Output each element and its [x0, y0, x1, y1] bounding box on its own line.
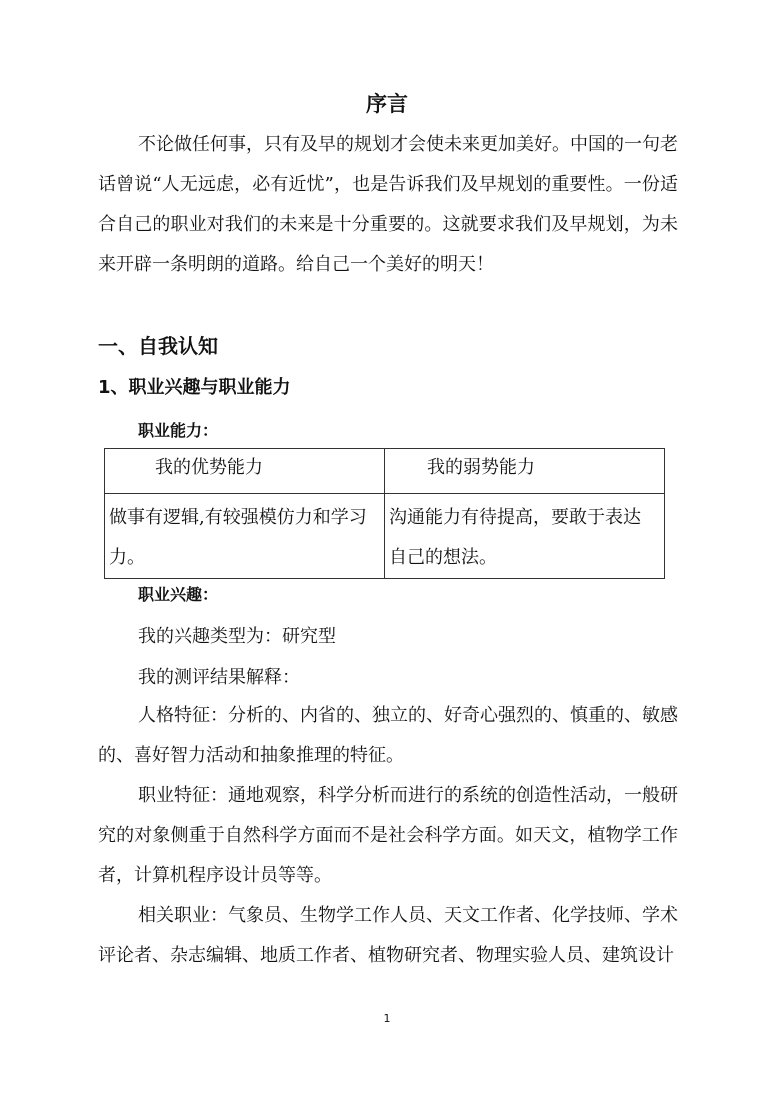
table-header-strengths: 我的优势能力 [105, 449, 385, 494]
related-careers-paragraph: 相关职业：气象员、生物学工作人员、天文工作者、化学技师、学术评论者、杂志编辑、地质工作者、植物研究者、物理实验人员、建筑设计 [98, 905, 678, 966]
result-intro: 我的测评结果解释： [138, 667, 300, 688]
page-title: 序言 [366, 92, 408, 116]
ability-table [104, 448, 665, 579]
table-header-weaknesses: 我的弱势能力 [385, 449, 665, 494]
ability-heading: 职业能力： [138, 421, 219, 440]
table-header-row [105, 449, 665, 494]
section-heading-self-awareness: 一、自我认知 [98, 334, 218, 358]
interest-type: 我的兴趣类型为：研究型 [138, 626, 336, 647]
table-row [105, 494, 665, 579]
strengths-cell: 做事有逻辑,有较强模仿力和学习力。 [105, 494, 385, 579]
page-number: 1 [383, 1012, 391, 1025]
weaknesses-cell: 沟通能力有待提高，要敢于表达自己的想法。 [385, 494, 665, 579]
subsection-heading-interest-ability: 1、职业兴趣与职业能力 [98, 377, 291, 398]
preface-paragraph: 不论做任何事，只有及早的规划才会使未来更加美好。中国的一句老话曾说“人无远虑，必有近忧”，也是告诉我们及早规划的重要性。一份适合自己的职业对我们的未来是十分重要的。这就要求我们及早规划，为未来开辟一条明朗的道路。给自己一个美好的明天！ [98, 134, 678, 275]
interest-heading: 职业兴趣： [138, 585, 219, 604]
career-features-paragraph: 职业特征：通地观察，科学分析而进行的系统的创造性活动，一般研究的对象侧重于自然科学方面而不是社会科学方面。如天文，植物学工作者，计算机程序设计员等等。 [98, 785, 678, 886]
personality-paragraph: 人格特征：分析的、内省的、独立的、好奇心强烈的、慎重的、敏感的、喜好智力活动和抽象推理的特征。 [98, 705, 678, 766]
